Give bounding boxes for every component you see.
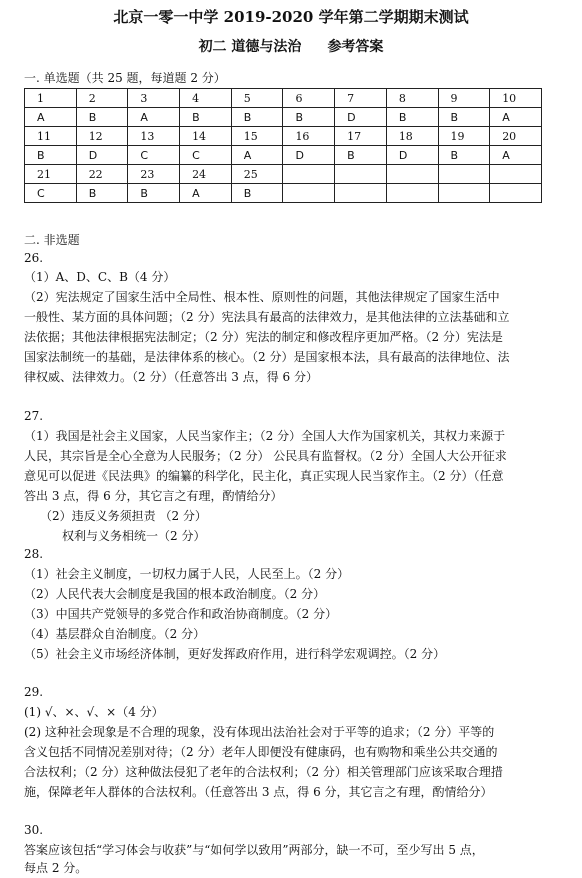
q29-line: 施，保障老年人群体的合法权利。（任意答出 3 点，得 6 分，其它言之有理，酌情给分）	[24, 785, 493, 799]
question-number-cell: 3	[128, 89, 180, 108]
answer-cell: A	[25, 108, 77, 127]
answer-cell: A	[231, 146, 283, 165]
section2-heading: 二. 非选题	[24, 233, 80, 247]
answer-row	[25, 108, 542, 127]
q29-line: 含义包括不同情况差别对待；（2 分）老年人即便没有健康码，也有购物和乘坐公共交通的	[24, 745, 498, 759]
answer-label: 参考答案	[327, 39, 384, 55]
question-number-cell: 9	[438, 89, 490, 108]
q29-line: (2) 这种社会现象是不合理的现象，没有体现出法治社会对于平等的追求；（2 分）平等的	[24, 725, 495, 739]
q28-line: （3）中国共产党领导的多党合作和政治协商制度。（2 分）	[24, 607, 338, 621]
question-number-cell: 7	[335, 89, 387, 108]
question-number-cell: 13	[128, 127, 180, 146]
q28-line: （5）社会主义市场经济体制，更好发挥政府作用，进行科学宏观调控。（2 分）	[24, 647, 446, 661]
question-number-cell	[283, 165, 335, 184]
q30-line: 答案应该包括“学习体会与收获”与“如何学以致用”两部分，缺一不可，至少写出 5 点，	[24, 843, 484, 857]
q29-line: 合法权利；（2 分）这种做法侵犯了老年的合法权利；（2 分）相关管理部门应该采取合理措	[24, 765, 503, 779]
answer-cell: C	[128, 146, 180, 165]
answer-cell: D	[386, 146, 438, 165]
answer-cell: A	[490, 108, 542, 127]
answer-cell: D	[283, 146, 335, 165]
question-number-cell: 23	[128, 165, 180, 184]
q29-number: 29.	[24, 685, 44, 699]
answer-cell: A	[128, 108, 180, 127]
q26-line: （2）宪法规定了国家生活中全局性、根本性、原则性的问题，其他法律规定了国家生活中	[24, 290, 500, 304]
q28-line: （4）基层群众自治制度。（2 分）	[24, 627, 206, 641]
question-number-cell: 25	[231, 165, 283, 184]
question-number-cell: 14	[180, 127, 232, 146]
q27-sub2: 权利与义务相统一（2 分）	[62, 529, 206, 543]
question-number-row	[25, 165, 542, 184]
question-number-row	[25, 127, 542, 146]
question-number-cell: 20	[490, 127, 542, 146]
question-number-cell: 8	[386, 89, 438, 108]
answer-cell: B	[76, 108, 128, 127]
q27-line: 人民，其宗旨是全心全意为人民服务；（2 分） 公民具有监督权。（2 分）全国人大公开征求	[24, 449, 507, 463]
q26-line: 一般性、某方面的具体问题；（2 分）宪法具有最高的法律效力，是其他法律的立法基础和立	[24, 310, 510, 324]
question-number-cell: 10	[490, 89, 542, 108]
section1-heading: 一. 单选题（共 25 题，每道题 2 分）	[24, 71, 226, 85]
q27-line: （1）我国是社会主义国家，人民当家作主；（2 分）全国人大作为国家机关，其权力来源于	[24, 429, 506, 443]
answer-cell: B	[231, 108, 283, 127]
question-number-cell: 1	[25, 89, 77, 108]
answer-cell: A	[180, 184, 232, 203]
answer-cell: B	[25, 146, 77, 165]
q26-line: 法依据；其他法律根据宪法制定；（2 分）宪法的制定和修改程序更加严格。（2 分）宪法是	[24, 330, 503, 344]
answer-cell: D	[76, 146, 128, 165]
answer-cell	[386, 184, 438, 203]
question-number-cell	[490, 165, 542, 184]
q27-line: 答出 3 点，得 6 分，其它言之有理，酌情给分）	[24, 489, 283, 503]
question-number-cell	[438, 165, 490, 184]
q26-line: 律权威、法律效力。（2 分）（任意答出 3 点，得 6 分）	[24, 370, 318, 384]
answer-cell: C	[180, 146, 232, 165]
q27-sub1: （2）违反义务须担责 （2 分）	[40, 509, 207, 523]
question-number-cell: 4	[180, 89, 232, 108]
answer-cell	[490, 184, 542, 203]
q26-line: 国家法制统一的基础，是法律体系的核心。（2 分）是国家根本法，具有最高的法律地位、法	[24, 350, 510, 364]
answer-cell: B	[438, 146, 490, 165]
question-number-cell	[335, 165, 387, 184]
answer-table	[24, 88, 542, 203]
q27-line: 意见可以促进《民法典》的编纂的科学化，民主化，真正实现人民当家作主。（2 分）（任意	[24, 469, 504, 483]
q27-number: 27.	[24, 409, 44, 423]
q26-number: 26.	[24, 251, 44, 265]
document-title: 北京一零一中学 2019-2020 学年第二学期期末测试	[113, 8, 469, 26]
q26-line: （1）A、D、C、B（4 分）	[24, 270, 176, 284]
q29-line: (1) √、×、√、×（4 分）	[24, 705, 164, 719]
answer-cell: B	[386, 108, 438, 127]
answer-cell: B	[128, 184, 180, 203]
subject-label: 初二 道德与法治	[198, 39, 302, 55]
answer-cell: B	[438, 108, 490, 127]
question-number-cell: 15	[231, 127, 283, 146]
answer-cell	[335, 184, 387, 203]
document-subtitle	[0, 36, 582, 56]
question-number-cell: 16	[283, 127, 335, 146]
question-number-cell: 5	[231, 89, 283, 108]
question-number-row	[25, 89, 542, 108]
answer-row	[25, 146, 542, 165]
answer-cell	[438, 184, 490, 203]
answer-cell: B	[283, 108, 335, 127]
answer-cell: C	[25, 184, 77, 203]
question-number-cell: 2	[76, 89, 128, 108]
answer-cell: A	[490, 146, 542, 165]
q28-line: （1）社会主义制度，一切权力属于人民，人民至上。（2 分）	[24, 567, 350, 581]
answer-row	[25, 184, 542, 203]
question-number-cell: 19	[438, 127, 490, 146]
answer-cell: D	[335, 108, 387, 127]
answer-cell: B	[231, 184, 283, 203]
question-number-cell: 21	[25, 165, 77, 184]
answer-cell: B	[76, 184, 128, 203]
question-number-cell: 18	[386, 127, 438, 146]
question-number-cell: 24	[180, 165, 232, 184]
question-number-cell: 12	[76, 127, 128, 146]
answer-cell: B	[335, 146, 387, 165]
question-number-cell: 22	[76, 165, 128, 184]
q30-line: 每点 2 分。	[24, 861, 88, 875]
question-number-cell: 17	[335, 127, 387, 146]
question-number-cell: 11	[25, 127, 77, 146]
q30-number: 30.	[24, 823, 44, 837]
q28-number: 28.	[24, 547, 44, 561]
answer-cell	[283, 184, 335, 203]
q28-line: （2）人民代表大会制度是我国的根本政治制度。（2 分）	[24, 587, 326, 601]
question-number-cell	[386, 165, 438, 184]
question-number-cell: 6	[283, 89, 335, 108]
answer-cell: B	[180, 108, 232, 127]
